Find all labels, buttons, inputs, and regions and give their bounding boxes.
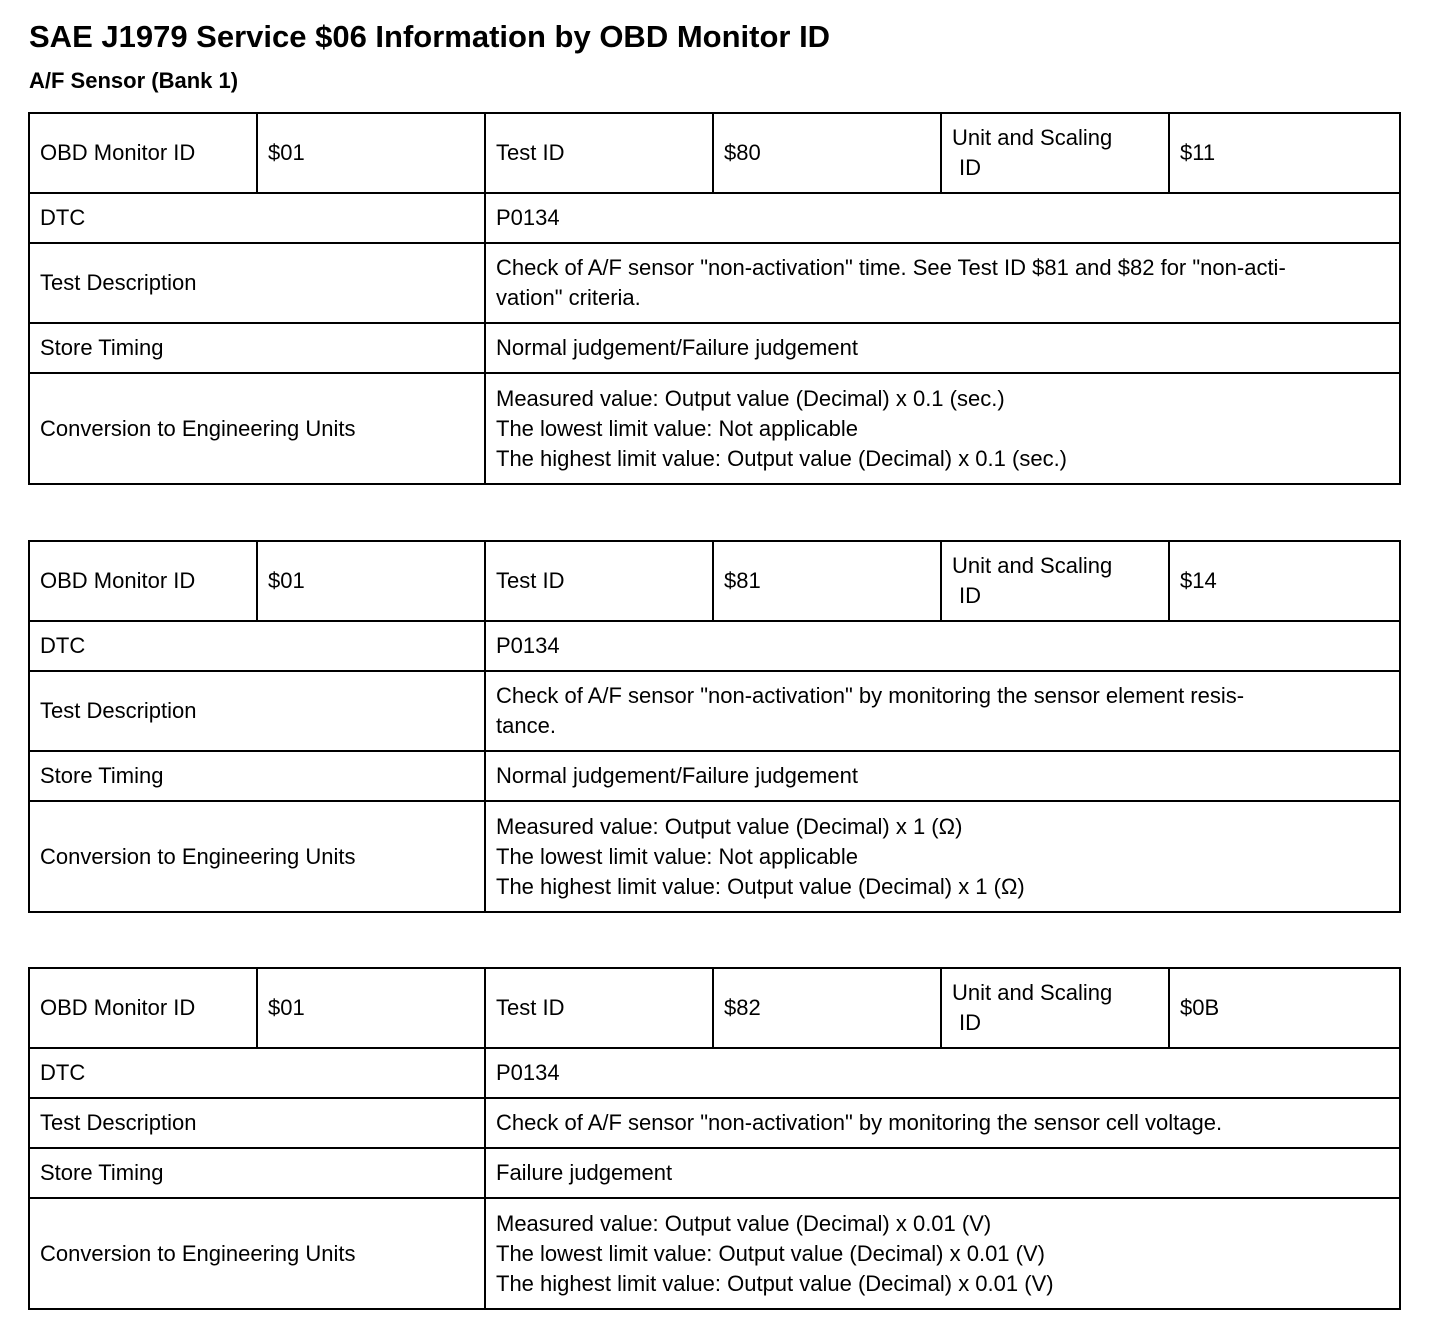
obd-monitor-id-value: $01 (257, 113, 485, 193)
conversion-row (29, 373, 1400, 484)
unit-scaling-id-label-line1: Unit and Scaling (952, 980, 1113, 1005)
conversion-label: Conversion to Engineering Units (29, 1198, 485, 1309)
conversion-row (29, 801, 1400, 912)
unit-scaling-id-label-line2: ID (959, 155, 981, 180)
store-timing-label: Store Timing (29, 1148, 485, 1198)
unit-scaling-id-label (941, 113, 1169, 193)
test-description-label: Test Description (29, 1098, 485, 1148)
test-id-label: Test ID (485, 541, 713, 621)
dtc-label: DTC (29, 1048, 485, 1098)
dtc-label: DTC (29, 621, 485, 671)
store-timing-row (29, 1148, 1400, 1198)
description-line: Check of A/F sensor "non-activation" time. See Test ID $81 and $82 for "non-acti- (496, 255, 1286, 280)
dtc-label: DTC (29, 193, 485, 243)
conversion-line: The highest limit value: Output value (Decimal) x 0.01 (V) (496, 1270, 1054, 1296)
unit-scaling-id-label (941, 968, 1169, 1048)
dtc-row (29, 193, 1400, 243)
unit-scaling-id-label-line1: Unit and Scaling (952, 553, 1113, 578)
description-line: tance. (496, 713, 556, 738)
conversion-line: The lowest limit value: Not applicable (496, 415, 858, 441)
test-description-label: Test Description (29, 243, 485, 323)
store-timing-value: Failure judgement (485, 1148, 1400, 1198)
service-06-table-3 (28, 967, 1401, 1310)
obd-monitor-id-label: OBD Monitor ID (29, 113, 257, 193)
unit-scaling-id-value: $0B (1169, 968, 1400, 1048)
test-description-row (29, 243, 1400, 323)
service-06-table-1 (28, 112, 1401, 485)
dtc-row (29, 621, 1400, 671)
conversion-line: Measured value: Output value (Decimal) x 1 (Ω) (496, 813, 963, 839)
dtc-value: P0134 (485, 1048, 1400, 1098)
dtc-row (29, 1048, 1400, 1098)
conversion-line: The lowest limit value: Not applicable (496, 843, 858, 869)
test-description-row (29, 1098, 1400, 1148)
description-line: Check of A/F sensor "non-activation" by monitoring the sensor cell voltage. (496, 1110, 1223, 1135)
test-description-value (485, 1098, 1400, 1148)
conversion-line: The lowest limit value: Output value (Decimal) x 0.01 (V) (496, 1240, 1045, 1266)
table-header-row (29, 968, 1400, 1048)
conversion-label: Conversion to Engineering Units (29, 801, 485, 912)
test-id-value: $80 (713, 113, 941, 193)
obd-monitor-id-label: OBD Monitor ID (29, 541, 257, 621)
obd-monitor-id-value: $01 (257, 968, 485, 1048)
store-timing-row (29, 323, 1400, 373)
obd-monitor-id-value: $01 (257, 541, 485, 621)
document-title: SAE J1979 Service $06 Information by OBD Monitor ID (29, 19, 831, 54)
conversion-line: Measured value: Output value (Decimal) x 0.01 (V) (496, 1210, 992, 1236)
test-id-label: Test ID (485, 113, 713, 193)
unit-scaling-id-value: $11 (1169, 113, 1400, 193)
store-timing-value: Normal judgement/Failure judgement (485, 323, 1400, 373)
test-description-label: Test Description (29, 671, 485, 751)
dtc-value: P0134 (485, 621, 1400, 671)
unit-scaling-id-label-line2: ID (959, 1010, 981, 1035)
description-line: vation" criteria. (496, 285, 641, 310)
conversion-value (485, 373, 1400, 484)
test-description-value (485, 243, 1400, 323)
conversion-line: Measured value: Output value (Decimal) x 0.1 (sec.) (496, 385, 1005, 411)
unit-scaling-id-label (941, 541, 1169, 621)
table-header-row (29, 113, 1400, 193)
conversion-row (29, 1198, 1400, 1309)
conversion-line: The highest limit value: Output value (Decimal) x 0.1 (sec.) (496, 445, 1068, 471)
store-timing-value: Normal judgement/Failure judgement (485, 751, 1400, 801)
unit-scaling-id-label-line1: Unit and Scaling (952, 125, 1113, 150)
test-id-label: Test ID (485, 968, 713, 1048)
dtc-value: P0134 (485, 193, 1400, 243)
test-id-value: $81 (713, 541, 941, 621)
conversion-value (485, 1198, 1400, 1309)
conversion-label: Conversion to Engineering Units (29, 373, 485, 484)
test-description-row (29, 671, 1400, 751)
unit-scaling-id-label-line2: ID (959, 583, 981, 608)
description-line: Check of A/F sensor "non-activation" by monitoring the sensor element resis- (496, 683, 1245, 708)
test-description-value (485, 671, 1400, 751)
service-06-table-2 (28, 540, 1401, 913)
store-timing-label: Store Timing (29, 751, 485, 801)
unit-scaling-id-value: $14 (1169, 541, 1400, 621)
store-timing-row (29, 751, 1400, 801)
document-subtitle: A/F Sensor (Bank 1) (29, 68, 239, 93)
conversion-line: The highest limit value: Output value (Decimal) x 1 (Ω) (496, 873, 1025, 899)
obd-monitor-id-label: OBD Monitor ID (29, 968, 257, 1048)
store-timing-label: Store Timing (29, 323, 485, 373)
test-id-value: $82 (713, 968, 941, 1048)
table-header-row (29, 541, 1400, 621)
conversion-value (485, 801, 1400, 912)
